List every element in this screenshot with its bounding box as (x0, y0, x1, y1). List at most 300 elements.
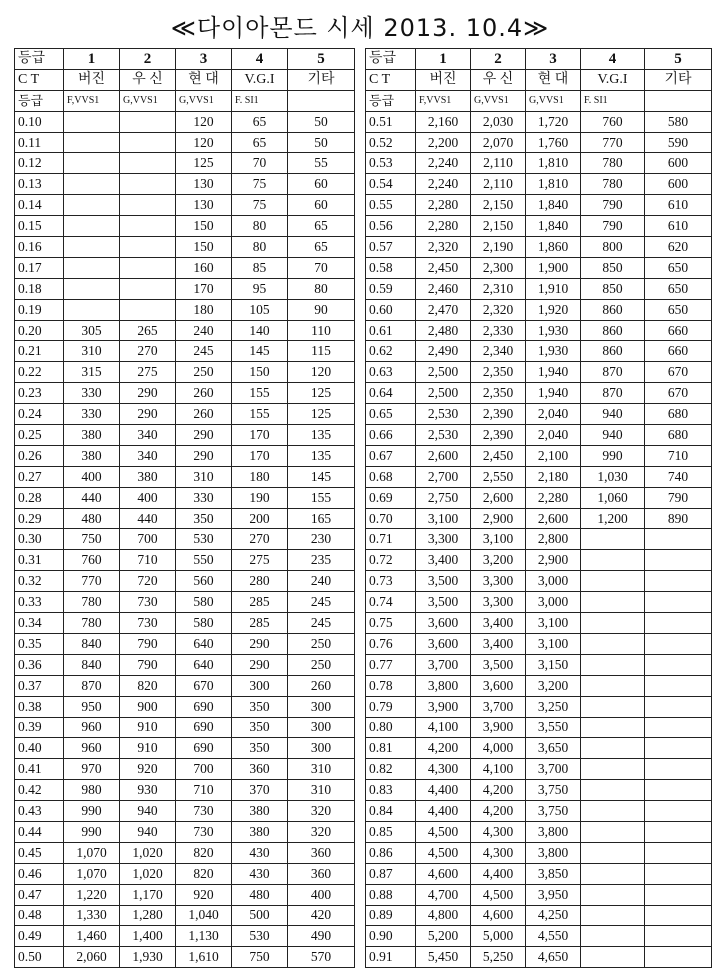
price-cell: 290 (176, 425, 232, 446)
price-cell (645, 801, 712, 822)
price-cell: 105 (232, 299, 288, 320)
price-cell: 4,200 (416, 738, 471, 759)
price-cell: 60 (288, 195, 355, 216)
table-row (366, 216, 712, 237)
price-cell: 420 (288, 905, 355, 926)
carat-cell: 0.82 (366, 759, 416, 780)
price-cell: 570 (288, 947, 355, 968)
table-row (15, 550, 355, 571)
price-cell: 70 (288, 257, 355, 278)
price-cell: 3,100 (471, 529, 526, 550)
price-cell: 3,800 (416, 675, 471, 696)
price-cell: 160 (176, 257, 232, 278)
table-row (366, 508, 712, 529)
price-cell: 2,100 (526, 445, 581, 466)
price-cell: 125 (176, 153, 232, 174)
price-cell: 1,810 (526, 174, 581, 195)
carat-cell: 0.71 (366, 529, 416, 550)
carat-cell: 0.41 (15, 759, 64, 780)
price-cell: 780 (581, 174, 645, 195)
price-cell (581, 633, 645, 654)
price-cell (581, 613, 645, 634)
price-cell: 200 (232, 508, 288, 529)
price-cell: 670 (645, 383, 712, 404)
price-cell: 2,470 (416, 299, 471, 320)
table-row (366, 613, 712, 634)
table-row (366, 926, 712, 947)
price-cell: 940 (581, 425, 645, 446)
table-row (366, 633, 712, 654)
price-cell: 790 (581, 216, 645, 237)
price-cell: 530 (176, 529, 232, 550)
price-cell: 290 (120, 383, 176, 404)
table-row (366, 487, 712, 508)
table-row (366, 571, 712, 592)
price-cell: 310 (288, 780, 355, 801)
price-cell: 1,130 (176, 926, 232, 947)
price-cell: 360 (288, 842, 355, 863)
price-cell (645, 926, 712, 947)
carat-cell: 0.73 (366, 571, 416, 592)
price-cell: 260 (288, 675, 355, 696)
grade-row-cell: G,VVS1 (526, 90, 581, 111)
price-cell: 5,250 (471, 947, 526, 968)
carat-cell: 0.84 (366, 801, 416, 822)
price-cell: 130 (176, 174, 232, 195)
price-cell: 3,700 (416, 654, 471, 675)
carat-cell: 0.90 (366, 926, 416, 947)
carat-cell: 0.83 (366, 780, 416, 801)
price-cell (64, 174, 120, 195)
table-row (15, 821, 355, 842)
price-cell: 1,860 (526, 237, 581, 258)
carat-cell: 0.24 (15, 404, 64, 425)
price-cell (645, 780, 712, 801)
carat-cell: 0.86 (366, 842, 416, 863)
carat-cell: 0.65 (366, 404, 416, 425)
price-cell: 3,600 (416, 633, 471, 654)
price-cell: 2,490 (416, 341, 471, 362)
price-cell: 930 (120, 780, 176, 801)
price-cell: 310 (176, 466, 232, 487)
carat-cell: 0.43 (15, 801, 64, 822)
price-cell (64, 299, 120, 320)
price-cell: 800 (581, 237, 645, 258)
price-cell: 1,070 (64, 842, 120, 863)
carat-cell: 0.28 (15, 487, 64, 508)
price-cell: 610 (645, 195, 712, 216)
price-cell: 240 (288, 571, 355, 592)
price-cell: 250 (288, 654, 355, 675)
carat-cell: 0.18 (15, 278, 64, 299)
grade-row-cell: F. SI1 (581, 90, 645, 111)
carat-cell: 0.78 (366, 675, 416, 696)
table-row (366, 132, 712, 153)
price-cell (64, 195, 120, 216)
price-cell: 1,170 (120, 884, 176, 905)
price-cell: 65 (232, 111, 288, 132)
grade-label: 등급 (15, 90, 64, 111)
price-cell: 3,550 (526, 717, 581, 738)
price-cell: 3,900 (471, 717, 526, 738)
table-row (15, 257, 355, 278)
carat-cell: 0.10 (15, 111, 64, 132)
price-cell (120, 174, 176, 195)
price-cell: 2,330 (471, 320, 526, 341)
table-row (15, 801, 355, 822)
price-cell: 80 (232, 216, 288, 237)
carat-cell: 0.89 (366, 905, 416, 926)
price-cell: 3,600 (416, 613, 471, 634)
price-cell: 850 (581, 257, 645, 278)
price-cell: 900 (120, 696, 176, 717)
table-row (366, 717, 712, 738)
carat-cell: 0.42 (15, 780, 64, 801)
table-row (366, 884, 712, 905)
table-row (366, 759, 712, 780)
price-cell: 65 (288, 237, 355, 258)
price-cell: 360 (288, 863, 355, 884)
price-cell: 4,650 (526, 947, 581, 968)
price-cell: 3,300 (416, 529, 471, 550)
table-row (366, 404, 712, 425)
table-row (366, 905, 712, 926)
price-cell: 440 (64, 487, 120, 508)
price-cell: 3,250 (526, 696, 581, 717)
price-cell: 500 (232, 905, 288, 926)
carat-cell: 0.23 (15, 383, 64, 404)
price-cell: 3,200 (471, 550, 526, 571)
price-cell: 4,500 (416, 821, 471, 842)
price-cell: 290 (232, 654, 288, 675)
price-cell: 2,750 (416, 487, 471, 508)
price-cell: 840 (64, 654, 120, 675)
right-price-table (365, 48, 712, 968)
price-cell (581, 654, 645, 675)
price-cell: 400 (288, 884, 355, 905)
price-cell: 690 (176, 696, 232, 717)
table-row (366, 299, 712, 320)
price-cell: 650 (645, 299, 712, 320)
price-cell: 3,950 (526, 884, 581, 905)
carat-cell: 0.76 (366, 633, 416, 654)
carat-cell: 0.51 (366, 111, 416, 132)
price-cell (645, 759, 712, 780)
price-cell: 330 (64, 383, 120, 404)
price-cell: 670 (645, 362, 712, 383)
price-cell: 310 (64, 341, 120, 362)
table-row (366, 550, 712, 571)
price-cell (120, 299, 176, 320)
price-cell: 490 (288, 926, 355, 947)
table-row (15, 362, 355, 383)
brand-row (366, 69, 712, 90)
price-cell (581, 696, 645, 717)
price-cell: 550 (176, 550, 232, 571)
carat-cell: 0.26 (15, 445, 64, 466)
price-cell: 80 (232, 237, 288, 258)
carat-cell: 0.80 (366, 717, 416, 738)
price-cell: 170 (176, 278, 232, 299)
price-cell: 870 (581, 383, 645, 404)
price-cell: 320 (288, 801, 355, 822)
price-cell: 4,000 (471, 738, 526, 759)
grade-label: 등급 (366, 49, 416, 70)
price-cell: 380 (64, 445, 120, 466)
carat-cell: 0.75 (366, 613, 416, 634)
price-cell: 2,320 (471, 299, 526, 320)
price-cell: 1,040 (176, 905, 232, 926)
price-cell: 480 (64, 508, 120, 529)
price-cell: 1,020 (120, 863, 176, 884)
grade-number-row (15, 49, 355, 70)
table-row (15, 341, 355, 362)
grade-number-row-cell: 5 (645, 49, 712, 70)
price-cell: 990 (64, 801, 120, 822)
price-cell: 2,500 (416, 362, 471, 383)
grade-row-cell (288, 90, 355, 111)
price-cell: 2,200 (416, 132, 471, 153)
price-cell: 1,810 (526, 153, 581, 174)
carat-cell: 0.36 (15, 654, 64, 675)
price-cell (64, 237, 120, 258)
price-cell: 150 (176, 216, 232, 237)
carat-cell: 0.85 (366, 821, 416, 842)
price-cell: 1,940 (526, 383, 581, 404)
table-row (15, 404, 355, 425)
carat-cell: 0.22 (15, 362, 64, 383)
table-row (366, 801, 712, 822)
price-cell: 4,400 (416, 801, 471, 822)
price-cell (645, 550, 712, 571)
price-cell: 940 (581, 404, 645, 425)
table-row (366, 257, 712, 278)
carat-cell: 0.39 (15, 717, 64, 738)
price-cell (581, 780, 645, 801)
price-cell: 2,110 (471, 174, 526, 195)
grade-label: 등급 (15, 49, 64, 70)
price-cell: 3,400 (471, 613, 526, 634)
price-cell: 690 (176, 717, 232, 738)
price-cell: 940 (120, 821, 176, 842)
table-row (366, 842, 712, 863)
carat-cell: 0.38 (15, 696, 64, 717)
price-cell: 790 (120, 633, 176, 654)
price-cell: 320 (288, 821, 355, 842)
price-cell: 2,150 (471, 216, 526, 237)
price-cell: 2,450 (416, 257, 471, 278)
carat-cell: 0.11 (15, 132, 64, 153)
price-cell: 285 (232, 592, 288, 613)
carat-cell: 0.59 (366, 278, 416, 299)
table-row (15, 654, 355, 675)
price-cell: 115 (288, 341, 355, 362)
price-cell (581, 926, 645, 947)
price-cell: 2,390 (471, 404, 526, 425)
price-cell: 4,500 (471, 884, 526, 905)
ct-label: C T (15, 69, 64, 90)
price-cell: 640 (176, 654, 232, 675)
price-cell: 2,340 (471, 341, 526, 362)
price-cell: 840 (64, 633, 120, 654)
price-cell: 1,330 (64, 905, 120, 926)
brand-row-cell: 현 대 (176, 69, 232, 90)
carat-cell: 0.30 (15, 529, 64, 550)
table-row (15, 863, 355, 884)
price-cell: 2,030 (471, 111, 526, 132)
carat-cell: 0.33 (15, 592, 64, 613)
left-price-table (14, 48, 355, 968)
table-row (15, 299, 355, 320)
table-row (366, 696, 712, 717)
price-cell: 620 (645, 237, 712, 258)
price-cell: 350 (232, 696, 288, 717)
grade-number-row-cell: 4 (581, 49, 645, 70)
price-cell (645, 738, 712, 759)
price-cell: 4,550 (526, 926, 581, 947)
table-row (15, 884, 355, 905)
price-cell: 430 (232, 842, 288, 863)
price-cell: 2,190 (471, 237, 526, 258)
price-cell: 3,100 (526, 633, 581, 654)
price-cell: 480 (232, 884, 288, 905)
grade-number-row-cell: 1 (416, 49, 471, 70)
table-row (15, 487, 355, 508)
carat-cell: 0.67 (366, 445, 416, 466)
price-cell (581, 717, 645, 738)
price-cell: 265 (120, 320, 176, 341)
price-cell: 75 (232, 174, 288, 195)
table-row (366, 362, 712, 383)
carat-cell: 0.74 (366, 592, 416, 613)
price-cell (581, 863, 645, 884)
price-cell: 1,200 (581, 508, 645, 529)
price-cell: 260 (176, 383, 232, 404)
grade-number-row-cell: 3 (526, 49, 581, 70)
carat-cell: 0.61 (366, 320, 416, 341)
brand-row-cell: 현 대 (526, 69, 581, 90)
price-cell: 710 (176, 780, 232, 801)
table-row (366, 111, 712, 132)
carat-cell: 0.35 (15, 633, 64, 654)
price-cell: 290 (120, 404, 176, 425)
price-cell: 190 (232, 487, 288, 508)
price-cell: 270 (120, 341, 176, 362)
carat-cell: 0.34 (15, 613, 64, 634)
price-cell: 1,940 (526, 362, 581, 383)
price-cell: 2,500 (416, 383, 471, 404)
price-cell: 1,400 (120, 926, 176, 947)
price-cell: 3,300 (471, 592, 526, 613)
price-cell: 2,040 (526, 425, 581, 446)
price-cell: 3,500 (416, 571, 471, 592)
price-cell: 770 (581, 132, 645, 153)
price-cell: 580 (176, 613, 232, 634)
price-cell: 380 (232, 821, 288, 842)
table-row (15, 132, 355, 153)
price-cell (645, 675, 712, 696)
price-cell: 3,750 (526, 780, 581, 801)
carat-cell: 0.37 (15, 675, 64, 696)
price-cell: 155 (232, 404, 288, 425)
price-cell: 1,070 (64, 863, 120, 884)
price-cell: 110 (288, 320, 355, 341)
carat-cell: 0.17 (15, 257, 64, 278)
brand-row-cell: 기타 (645, 69, 712, 90)
price-cell: 5,000 (471, 926, 526, 947)
price-cell (581, 759, 645, 780)
grade-row-cell: F,VVS1 (64, 90, 120, 111)
carat-cell: 0.57 (366, 237, 416, 258)
table-row (15, 905, 355, 926)
price-cell (581, 675, 645, 696)
price-cell: 4,400 (416, 780, 471, 801)
carat-cell: 0.15 (15, 216, 64, 237)
brand-row-cell: 버진 (64, 69, 120, 90)
price-cell: 2,900 (526, 550, 581, 571)
price-cell: 710 (645, 445, 712, 466)
price-cell: 3,100 (526, 613, 581, 634)
price-cell (120, 216, 176, 237)
price-cell: 4,250 (526, 905, 581, 926)
price-cell: 820 (176, 842, 232, 863)
price-cell (120, 132, 176, 153)
price-cell: 180 (232, 466, 288, 487)
carat-cell: 0.13 (15, 174, 64, 195)
price-cell: 340 (120, 445, 176, 466)
price-cell: 2,600 (416, 445, 471, 466)
carat-cell: 0.29 (15, 508, 64, 529)
carat-cell: 0.87 (366, 863, 416, 884)
price-cell: 3,500 (471, 654, 526, 675)
carat-cell: 0.16 (15, 237, 64, 258)
price-cell: 3,300 (471, 571, 526, 592)
price-cell: 4,100 (471, 759, 526, 780)
price-cell: 2,350 (471, 362, 526, 383)
price-cell: 3,400 (416, 550, 471, 571)
price-cell: 3,800 (526, 821, 581, 842)
price-cell: 360 (232, 759, 288, 780)
price-cell: 120 (176, 111, 232, 132)
table-row (366, 738, 712, 759)
price-cell: 135 (288, 425, 355, 446)
price-cell: 380 (64, 425, 120, 446)
price-cell: 780 (581, 153, 645, 174)
price-cell: 4,200 (471, 780, 526, 801)
price-cell: 170 (232, 425, 288, 446)
price-cell: 530 (232, 926, 288, 947)
table-row (366, 529, 712, 550)
table-row (15, 111, 355, 132)
price-cell: 400 (64, 466, 120, 487)
grade-row-cell: G,VVS1 (120, 90, 176, 111)
price-cell: 2,700 (416, 466, 471, 487)
carat-cell: 0.69 (366, 487, 416, 508)
table-row (15, 571, 355, 592)
price-cell: 275 (120, 362, 176, 383)
price-cell: 750 (64, 529, 120, 550)
price-cell: 310 (288, 759, 355, 780)
price-cell: 3,650 (526, 738, 581, 759)
price-cell: 155 (232, 383, 288, 404)
price-cell: 2,600 (526, 508, 581, 529)
price-cell: 2,550 (471, 466, 526, 487)
price-cell: 230 (288, 529, 355, 550)
carat-cell: 0.79 (366, 696, 416, 717)
price-cell: 2,450 (471, 445, 526, 466)
price-cell: 55 (288, 153, 355, 174)
table-row (366, 425, 712, 446)
